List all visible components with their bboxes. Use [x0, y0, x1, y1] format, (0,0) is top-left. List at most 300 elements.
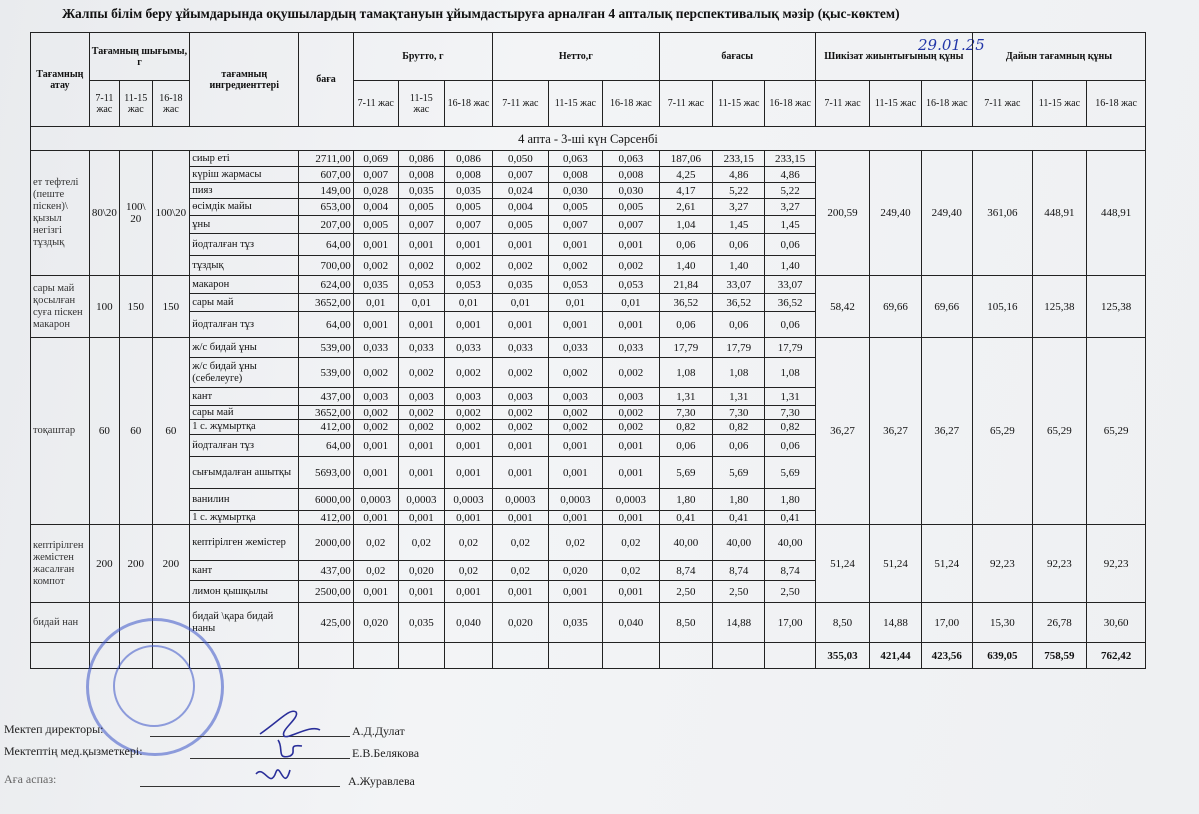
gross-value: 0,001 — [398, 511, 444, 525]
cost-value: 1,31 — [659, 388, 712, 406]
gross-value: 0,028 — [353, 183, 398, 199]
ingredient-price: 425,00 — [299, 603, 353, 643]
document-title: Жалпы білім беру ұйымдарында оқушылардың тамақтануын ұйымдастыруға арналған 4 апталық перспективалық мәзір (қыс-көктем) — [62, 6, 900, 21]
gross-value: 0,035 — [444, 183, 492, 199]
total-ready-value: 639,05 — [972, 643, 1032, 669]
net-value: 0,033 — [603, 338, 660, 358]
gross-value: 0,001 — [398, 435, 444, 457]
empty-cell — [299, 643, 353, 669]
gross-value: 0,002 — [398, 406, 444, 420]
cost-value: 3,27 — [713, 199, 765, 216]
header-ready-cost: Дайын тағамның құны — [972, 33, 1145, 81]
gross-value: 0,02 — [353, 561, 398, 581]
cost-value: 0,82 — [765, 420, 815, 435]
net-value: 0,053 — [603, 276, 660, 294]
gross-value: 0,001 — [444, 511, 492, 525]
ingredient-price: 2000,00 — [299, 525, 353, 561]
gross-value: 0,007 — [398, 216, 444, 234]
gross-value: 0,002 — [444, 256, 492, 276]
gross-value: 0,008 — [444, 167, 492, 183]
cost-value: 187,06 — [659, 151, 712, 167]
gross-value: 0,003 — [444, 388, 492, 406]
cost-value: 5,22 — [713, 183, 765, 199]
net-value: 0,001 — [603, 312, 660, 338]
header-gross: Брутто, г — [353, 33, 492, 81]
cost-value: 1,08 — [713, 358, 765, 388]
net-value: 0,001 — [493, 581, 549, 603]
ingredient-name: йодталған тұз — [190, 312, 299, 338]
cost-value: 0,06 — [659, 435, 712, 457]
ready-cost-value: 65,29 — [1032, 338, 1086, 525]
total-raw-value: 355,03 — [815, 643, 869, 669]
gross-value: 0,035 — [398, 603, 444, 643]
raw-total-value: 69,66 — [870, 276, 921, 338]
empty-cell — [31, 643, 90, 669]
ready-cost-value: 65,29 — [972, 338, 1032, 525]
gross-value: 0,001 — [353, 581, 398, 603]
cost-value: 0,41 — [659, 511, 712, 525]
gross-value: 0,086 — [444, 151, 492, 167]
gross-value: 0,001 — [444, 234, 492, 256]
cost-value: 1,80 — [713, 489, 765, 511]
net-value: 0,001 — [493, 312, 549, 338]
gross-value: 0,01 — [398, 294, 444, 312]
ready-cost-value: 125,38 — [1032, 276, 1086, 338]
gross-value: 0,033 — [398, 338, 444, 358]
gross-value: 0,001 — [353, 312, 398, 338]
net-value: 0,001 — [493, 234, 549, 256]
dish-yield: 200 — [89, 525, 119, 603]
raw-total-value: 14,88 — [870, 603, 921, 643]
net-value: 0,001 — [493, 435, 549, 457]
cost-value: 8,50 — [659, 603, 712, 643]
total-raw-value: 423,56 — [921, 643, 972, 669]
net-value: 0,007 — [603, 216, 660, 234]
net-value: 0,002 — [493, 256, 549, 276]
cost-value: 1,40 — [713, 256, 765, 276]
cost-value: 0,06 — [713, 312, 765, 338]
dish-name: сары май қосылған суға піскен макарон — [31, 276, 90, 338]
net-value: 0,001 — [603, 511, 660, 525]
cost-value: 0,06 — [659, 312, 712, 338]
table-row — [31, 338, 1146, 358]
raw-total-value: 51,24 — [870, 525, 921, 603]
ingredient-price: 3652,00 — [299, 294, 353, 312]
empty-cell — [659, 643, 712, 669]
cost-value: 17,00 — [765, 603, 815, 643]
net-value: 0,001 — [548, 234, 602, 256]
gross-value: 0,001 — [353, 435, 398, 457]
net-value: 0,0003 — [548, 489, 602, 511]
raw-total-value: 51,24 — [815, 525, 869, 603]
cost-value: 0,06 — [765, 234, 815, 256]
empty-cell — [603, 643, 660, 669]
cost-value: 2,50 — [765, 581, 815, 603]
net-value: 0,002 — [548, 256, 602, 276]
day-label: 4 апта - 3-ші күн Сәрсенбі — [31, 127, 1146, 151]
net-value: 0,008 — [548, 167, 602, 183]
ingredient-price: 64,00 — [299, 312, 353, 338]
ingredient-name: сары май — [190, 294, 299, 312]
director-name: А.Д.Дулат — [352, 724, 405, 738]
ingredient-name: ж/с бидай ұны — [190, 338, 299, 358]
cost-value: 17,79 — [659, 338, 712, 358]
net-value: 0,001 — [548, 511, 602, 525]
gross-value: 0,001 — [398, 457, 444, 489]
ingredient-name: күріш жармасы — [190, 167, 299, 183]
gross-value: 0,002 — [353, 420, 398, 435]
net-value: 0,02 — [603, 561, 660, 581]
net-value: 0,040 — [603, 603, 660, 643]
net-value: 0,005 — [603, 199, 660, 216]
gross-value: 0,02 — [398, 525, 444, 561]
header-net: Нетто,г — [493, 33, 660, 81]
empty-cell — [548, 643, 602, 669]
gross-value: 0,020 — [398, 561, 444, 581]
cost-value: 0,41 — [765, 511, 815, 525]
cost-value: 0,06 — [765, 312, 815, 338]
gross-value: 0,005 — [353, 216, 398, 234]
ingredient-price: 437,00 — [299, 388, 353, 406]
ingredient-name: кант — [190, 388, 299, 406]
ingredient-name: өсімдік майы — [190, 199, 299, 216]
gross-value: 0,040 — [444, 603, 492, 643]
net-value: 0,008 — [603, 167, 660, 183]
header-price: баға — [299, 33, 353, 127]
medic-name: Е.В.Белякова — [352, 746, 420, 760]
gross-value: 0,001 — [444, 312, 492, 338]
gross-value: 0,002 — [398, 358, 444, 388]
gross-value: 0,002 — [444, 420, 492, 435]
ingredient-price: 64,00 — [299, 234, 353, 256]
dish-yield: 80\20 — [89, 151, 119, 276]
net-value: 0,005 — [548, 199, 602, 216]
gross-value: 0,035 — [353, 276, 398, 294]
net-value: 0,050 — [493, 151, 549, 167]
ready-cost-value: 92,23 — [972, 525, 1032, 603]
net-value: 0,053 — [548, 276, 602, 294]
net-value: 0,002 — [493, 358, 549, 388]
net-value: 0,002 — [493, 420, 549, 435]
cost-value: 2,61 — [659, 199, 712, 216]
ingredient-name: ж/с бидай ұны (себелеуге) — [190, 358, 299, 388]
cost-value: 14,88 — [713, 603, 765, 643]
table-row — [31, 151, 1146, 167]
raw-total-value: 17,00 — [921, 603, 972, 643]
net-value: 0,020 — [493, 603, 549, 643]
header-cost: бағасы — [659, 33, 815, 81]
dish-yield: 200 — [120, 525, 152, 603]
age-header-row: 7-11 жас 11-15 жас 16-18 жас 7-11 жас 11-15 жас 16-18 жас 7-11 жас 11-15 жас 16-18 жас 7-11 жас 11-15 жас 16-18 жас 7-11 жас 11-15 жас 16-18 жас 7-11 жас 11-15 жас 16-18 жас — [31, 81, 1146, 127]
ready-cost-value: 65,29 — [1087, 338, 1146, 525]
cost-value: 1,08 — [659, 358, 712, 388]
ready-cost-value: 92,23 — [1032, 525, 1086, 603]
ingredient-name: тұздық — [190, 256, 299, 276]
ingredient-price: 437,00 — [299, 561, 353, 581]
header-dish-name: Тағамның атау — [31, 33, 90, 127]
ingredient-name: макарон — [190, 276, 299, 294]
ingredient-name: кант — [190, 561, 299, 581]
gross-value: 0,02 — [353, 525, 398, 561]
net-value: 0,002 — [493, 406, 549, 420]
gross-value: 0,086 — [398, 151, 444, 167]
gross-value: 0,01 — [353, 294, 398, 312]
cost-value: 1,04 — [659, 216, 712, 234]
net-value: 0,01 — [603, 294, 660, 312]
gross-value: 0,001 — [444, 581, 492, 603]
ingredient-name: 1 с. жұмыртқа — [190, 511, 299, 525]
cost-value: 2,50 — [659, 581, 712, 603]
ingredient-name: йодталған тұз — [190, 234, 299, 256]
cost-value: 0,06 — [659, 234, 712, 256]
cost-value: 36,52 — [765, 294, 815, 312]
net-value: 0,01 — [493, 294, 549, 312]
dish-name: кептірілген жемістен жасалған компот — [31, 525, 90, 603]
cost-value: 0,06 — [713, 234, 765, 256]
gross-value: 0,007 — [353, 167, 398, 183]
cost-value: 0,06 — [765, 435, 815, 457]
dish-name: ет тефтелі (пеште піскен)\ қызыл негізгі тұздық — [31, 151, 90, 276]
net-value: 0,020 — [548, 561, 602, 581]
ready-cost-value: 448,91 — [1087, 151, 1146, 276]
raw-total-value: 200,59 — [815, 151, 869, 276]
cost-value: 233,15 — [713, 151, 765, 167]
gross-value: 0,007 — [444, 216, 492, 234]
ingredient-price: 653,00 — [299, 199, 353, 216]
gross-value: 0,002 — [353, 256, 398, 276]
table-row — [31, 525, 1146, 561]
cost-value: 17,79 — [713, 338, 765, 358]
chef-role: Аға аспаз: — [4, 772, 57, 786]
cost-value: 8,74 — [713, 561, 765, 581]
gross-value: 0,001 — [398, 312, 444, 338]
gross-value: 0,003 — [398, 388, 444, 406]
net-value: 0,033 — [548, 338, 602, 358]
gross-value: 0,001 — [353, 511, 398, 525]
raw-total-value: 249,40 — [870, 151, 921, 276]
gross-value: 0,0003 — [444, 489, 492, 511]
header-yield: Тағамның шығымы, г — [89, 33, 190, 81]
ingredient-price: 412,00 — [299, 420, 353, 435]
net-value: 0,0003 — [493, 489, 549, 511]
cost-value: 1,80 — [659, 489, 712, 511]
cost-value: 7,30 — [659, 406, 712, 420]
gross-value: 0,005 — [398, 199, 444, 216]
dish-yield: 100\20 — [152, 151, 190, 276]
net-value: 0,002 — [603, 358, 660, 388]
cost-value: 1,45 — [765, 216, 815, 234]
cost-value: 5,69 — [713, 457, 765, 489]
gross-value: 0,02 — [444, 525, 492, 561]
cost-value: 8,74 — [659, 561, 712, 581]
ingredient-name: пияз — [190, 183, 299, 199]
medic-role: Мектептің мед.қызметкері: — [4, 744, 143, 758]
net-value: 0,001 — [548, 457, 602, 489]
ingredient-price: 700,00 — [299, 256, 353, 276]
gross-value: 0,069 — [353, 151, 398, 167]
ingredient-price: 624,00 — [299, 276, 353, 294]
cost-value: 36,52 — [713, 294, 765, 312]
empty-cell — [765, 643, 815, 669]
ready-cost-value: 15,30 — [972, 603, 1032, 643]
handwritten-date: 29.01.25 — [918, 36, 985, 54]
cost-value: 1,31 — [713, 388, 765, 406]
net-value: 0,002 — [548, 406, 602, 420]
gross-value: 0,035 — [398, 183, 444, 199]
net-value: 0,001 — [548, 312, 602, 338]
gross-value: 0,003 — [353, 388, 398, 406]
empty-cell — [713, 643, 765, 669]
net-value: 0,002 — [548, 358, 602, 388]
gross-value: 0,002 — [353, 406, 398, 420]
cost-value: 0,82 — [659, 420, 712, 435]
gross-value: 0,008 — [398, 167, 444, 183]
net-value: 0,003 — [548, 388, 602, 406]
net-value: 0,002 — [603, 406, 660, 420]
cost-value: 233,15 — [765, 151, 815, 167]
cost-value: 7,30 — [713, 406, 765, 420]
net-value: 0,02 — [493, 561, 549, 581]
ingredient-name: йодталған тұз — [190, 435, 299, 457]
ingredient-price: 2711,00 — [299, 151, 353, 167]
handwritten-signatures — [250, 700, 340, 796]
cost-value: 36,52 — [659, 294, 712, 312]
cost-value: 4,25 — [659, 167, 712, 183]
dish-yield: 60 — [120, 338, 152, 525]
raw-total-value: 36,27 — [870, 338, 921, 525]
raw-total-value: 36,27 — [921, 338, 972, 525]
total-ready-value: 762,42 — [1087, 643, 1146, 669]
cost-value: 1,40 — [659, 256, 712, 276]
cost-value: 5,69 — [659, 457, 712, 489]
gross-value: 0,004 — [353, 199, 398, 216]
raw-total-value: 51,24 — [921, 525, 972, 603]
total-ready-value: 758,59 — [1032, 643, 1086, 669]
menu-table — [30, 32, 1146, 669]
dish-yield: 200 — [152, 525, 190, 603]
ready-cost-value: 125,38 — [1087, 276, 1146, 338]
total-raw-value: 421,44 — [870, 643, 921, 669]
dish-yield: 100\ 20 — [120, 151, 152, 276]
director-role: Мектеп директоры: — [4, 722, 104, 736]
gross-value: 0,033 — [444, 338, 492, 358]
net-value: 0,001 — [603, 581, 660, 603]
cost-value: 4,17 — [659, 183, 712, 199]
gross-value: 0,001 — [444, 457, 492, 489]
net-value: 0,002 — [603, 420, 660, 435]
ready-cost-value: 448,91 — [1032, 151, 1086, 276]
ingredient-name: ұны — [190, 216, 299, 234]
cost-value: 3,27 — [765, 199, 815, 216]
gross-value: 0,053 — [398, 276, 444, 294]
cost-value: 0,41 — [713, 511, 765, 525]
ready-cost-value: 92,23 — [1087, 525, 1146, 603]
dish-name: тоқаштар — [31, 338, 90, 525]
ingredient-price: 64,00 — [299, 435, 353, 457]
empty-cell — [493, 643, 549, 669]
table-row — [31, 276, 1146, 294]
cost-value: 1,80 — [765, 489, 815, 511]
gross-value: 0,02 — [444, 561, 492, 581]
ingredient-price: 539,00 — [299, 358, 353, 388]
raw-total-value: 36,27 — [815, 338, 869, 525]
gross-value: 0,002 — [353, 358, 398, 388]
dish-yield: 100 — [89, 276, 119, 338]
ingredient-name: ванилин — [190, 489, 299, 511]
net-value: 0,01 — [548, 294, 602, 312]
ingredient-price: 149,00 — [299, 183, 353, 199]
cost-value: 40,00 — [713, 525, 765, 561]
net-value: 0,033 — [493, 338, 549, 358]
cost-value: 1,31 — [765, 388, 815, 406]
raw-total-value: 8,50 — [815, 603, 869, 643]
net-value: 0,063 — [548, 151, 602, 167]
gross-value: 0,002 — [444, 358, 492, 388]
net-value: 0,035 — [548, 603, 602, 643]
net-value: 0,030 — [548, 183, 602, 199]
net-value: 0,001 — [548, 435, 602, 457]
gross-value: 0,001 — [398, 581, 444, 603]
ingredient-price: 5693,00 — [299, 457, 353, 489]
cost-value: 8,74 — [765, 561, 815, 581]
gross-value: 0,001 — [353, 457, 398, 489]
header-raw-total: Шикізат жиынтығының құны — [815, 33, 972, 81]
ready-cost-value: 361,06 — [972, 151, 1032, 276]
net-value: 0,007 — [493, 167, 549, 183]
cost-value: 1,45 — [713, 216, 765, 234]
ready-cost-value: 30,60 — [1087, 603, 1146, 643]
dish-yield: 60 — [89, 338, 119, 525]
gross-value: 0,001 — [398, 234, 444, 256]
cost-value: 5,69 — [765, 457, 815, 489]
dish-yield: 60 — [152, 338, 190, 525]
empty-cell — [398, 643, 444, 669]
cost-value: 33,07 — [713, 276, 765, 294]
ingredient-price: 412,00 — [299, 511, 353, 525]
ingredient-name: 1 с. жұмыртқа — [190, 420, 299, 435]
cost-value: 7,30 — [765, 406, 815, 420]
net-value: 0,001 — [493, 511, 549, 525]
ingredient-price: 607,00 — [299, 167, 353, 183]
ingredient-name: лимон қышқылы — [190, 581, 299, 603]
cost-value: 33,07 — [765, 276, 815, 294]
ready-cost-value: 105,16 — [972, 276, 1032, 338]
ingredient-price: 3652,00 — [299, 406, 353, 420]
gross-value: 0,053 — [444, 276, 492, 294]
cost-value: 4,86 — [713, 167, 765, 183]
cost-value: 40,00 — [659, 525, 712, 561]
net-value: 0,063 — [603, 151, 660, 167]
gross-value: 0,002 — [444, 406, 492, 420]
raw-total-value: 69,66 — [921, 276, 972, 338]
empty-cell — [353, 643, 398, 669]
gross-value: 0,002 — [398, 420, 444, 435]
net-value: 0,02 — [548, 525, 602, 561]
net-value: 0,0003 — [603, 489, 660, 511]
gross-value: 0,020 — [353, 603, 398, 643]
gross-value: 0,0003 — [398, 489, 444, 511]
net-value: 0,002 — [548, 420, 602, 435]
net-value: 0,003 — [493, 388, 549, 406]
cost-value: 4,86 — [765, 167, 815, 183]
raw-total-value: 58,42 — [815, 276, 869, 338]
ingredient-name: сары май — [190, 406, 299, 420]
dish-yield: 150 — [152, 276, 190, 338]
gross-value: 0,001 — [353, 234, 398, 256]
gross-value: 0,0003 — [353, 489, 398, 511]
empty-cell — [444, 643, 492, 669]
net-value: 0,007 — [548, 216, 602, 234]
